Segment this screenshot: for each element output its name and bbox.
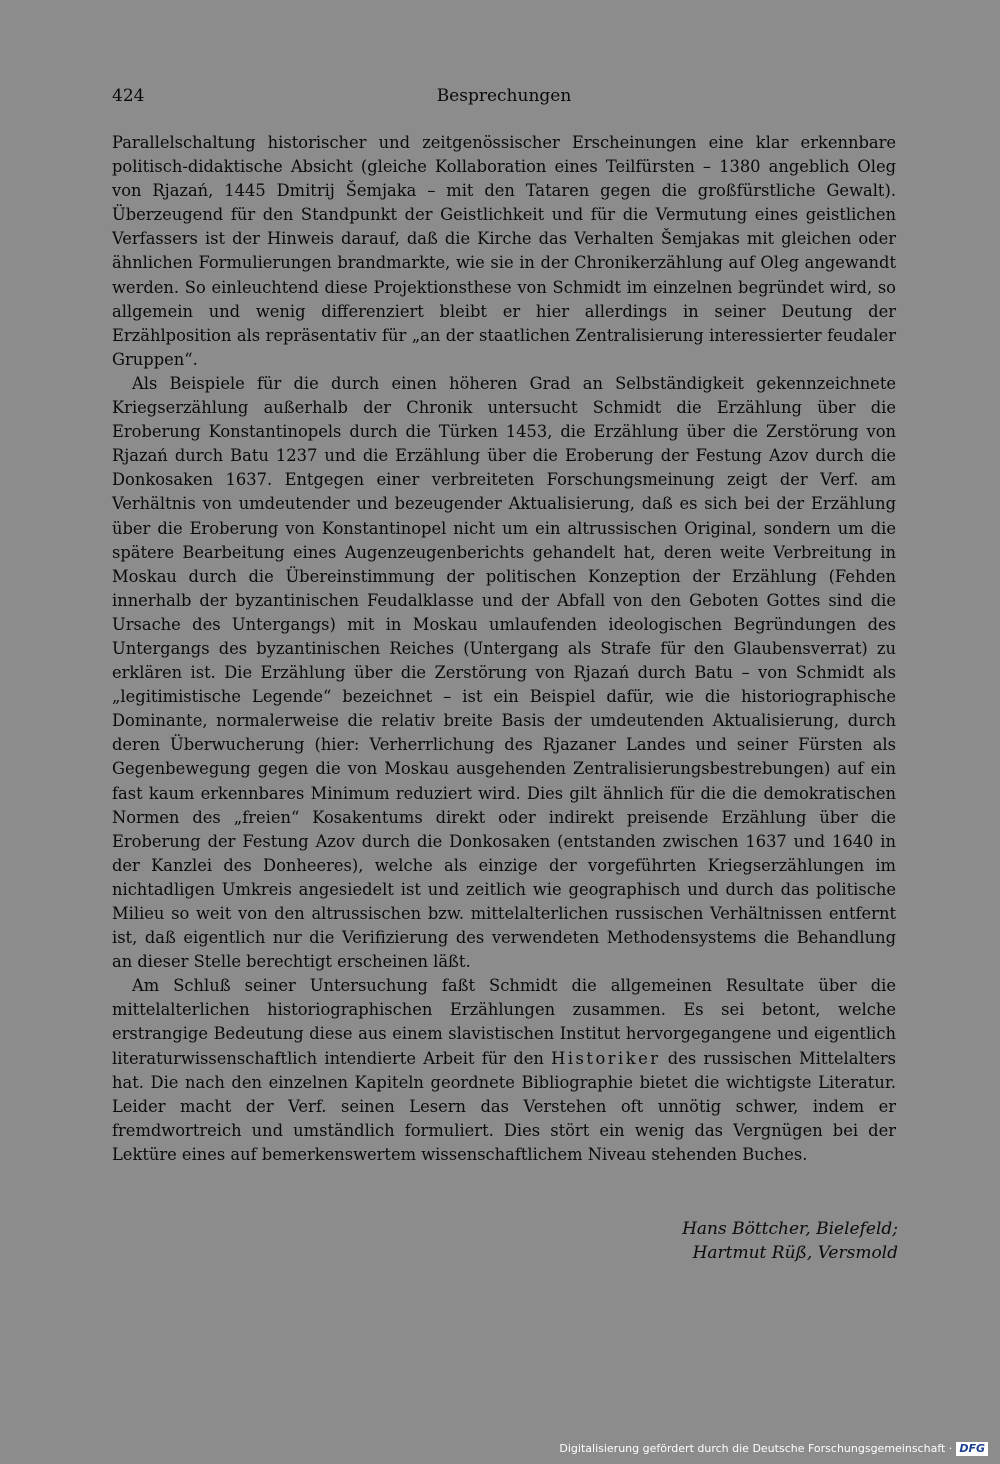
page-number: 424 [112,86,145,106]
reviewer-signature [398,1217,898,1265]
paragraph-2: Als Beispiele für die durch einen höheren Grad an Selbständigkeit gekennzeichnete Kriegserzählung außerhalb der Chronik untersucht Schmidt die Erzählung über die Eroberung Konstantinopels durch die Türken 1453, die Erzählung über die Zerstörung von Rjazań durch Batu 1237 und die Erzählung über die Eroberung der Festung Azov durch die Donkosaken 1637. Entgegen einer verbreiteten Forschungsmeinung zeigt der Verf. am Verhältnis von umdeutender und bezeugender Aktualisierung, daß es sich bei der Erzählung über die Eroberung von Konstantinopel nicht um ein altrussischen Original, sondern um die spätere Bearbeitung eines Augenzeugenberichts gehandelt hat, deren weite Verbreitung in Moskau durch die Übereinstimmung der politischen Konzeption der Erzählung (Fehden innerhalb der byzantinischen Feudalklasse und der Abfall von den Geboten Gottes sind die Ursache des Untergangs) mit in Moskau umlaufenden ideologischen Begründungen des Untergangs des byzantinischen Reiches (Untergang als Strafe für den Glaubensverrat) zu erklären ist. Die Erzählung über die Zerstörung von Rjazań durch Batu – von Schmidt als „legitimistische Legende“ bezeichnet – ist ein Beispiel dafür, wie die historiographische Dominante, normalerweise die relativ breite Basis der umdeutenden Aktualisierung, durch deren Überwucherung (hier: Verherrlichung des Rjazaner Landes und seiner Fürsten als Gegenbewegung gegen die von Moskau ausgehenden Zentralisierungsbestrebungen) auf ein fast kaum erkennbares Minimum reduziert wird. Dies gilt ähnlich für die die demokratischen Normen des „freien“ Kosakentums direkt oder indirekt preisende Erzählung über die Eroberung der Festung Azov durch die Donkosaken (entstanden zwischen 1637 und 1640 in der Kanzlei des Donheeres), welche als einzige der vorgeführten Kriegserzählungen im nichtadligen Umkreis angesiedelt ist und zeitlich wie geographisch und durch das politische Milieu so weit von den altrussischen bzw. mittelalterlichen russischen Verhältnissen entfernt ist, daß eigentlich nur die Verifizierung des verwendeten Methodensystems die Behandlung an dieser Stelle berechtigt erscheinen läßt. [112,373,896,972]
reviewer-line-1: Hans Böttcher, Bielefeld; [682,1219,898,1239]
article-body [112,131,896,1167]
dfg-logo-icon: DFG [956,1442,988,1456]
paragraph-3 [112,974,896,1167]
credit-text: Digitalisierung gefördert durch die Deutsche Forschungsgemeinschaft · [559,1442,953,1455]
paragraph-3-text-start: Am Schluß seiner Untersuchung faßt Schmidt die allgemeinen Resultate über die mittelalterlichen historiographischen Erzählungen zusammen. Es sei betont, welche erstrangige Bedeutung diese aus einem slavistischen Institut hervorgegangene und eigentlich literaturwissenschaftlich intendierte Arbeit für den [112,976,896,1068]
paragraph-1: Parallelschaltung historischer und zeitgenössischer Erscheinungen eine klar erkennbare politisch-didaktische Absicht (gleiche Kollaboration eines Teilfürsten – 1380 angeblich Oleg von Rjazań, 1445 Dmitrij Šemjaka – mit den Tataren gegen die großfürstliche Gewalt). Überzeugend für den Standpunkt der Geistlichkeit und für die Vermutung eines geistlichen Verfassers ist der Hinweis darauf, daß die Kirche das Verhalten Šemjakas mit gleichen oder ähnlichen Formulierungen brandmarkte, wie sie in der Chronikerzählung auf Oleg angewandt werden. So einleuchtend diese Projektionsthese von Schmidt im einzelnen begründet wird, so allgemein und wenig differenziert bleibt er hier allerdings in seiner Deutung der Erzählposition als repräsentativ für „an der staatlichen Zentralisierung interessierter feudaler Gruppen“. [112,133,896,369]
page-header [112,84,896,108]
paragraph-3-text-end: des russischen Mittelalters hat. Die nach den einzelnen Kapiteln geordnete Bibliographie bietet die wichtigste Literatur. Leider macht der Verf. seinen Lesern das Verstehen oft unnötig schwer, indem er fremdwortreich und umständlich formuliert. Dies stört ein wenig das Vergnügen bei der Lektüre eines auf bemerkenswertem wissenschaftlichem Niveau stehenden Buches. [112,1048,896,1164]
spaced-word-historiker: Historiker [551,1048,661,1068]
running-head: Besprechungen [436,86,572,106]
digitization-credit [559,1442,988,1456]
reviewer-line-2: Hartmut Rüß, Versmold [692,1243,898,1263]
